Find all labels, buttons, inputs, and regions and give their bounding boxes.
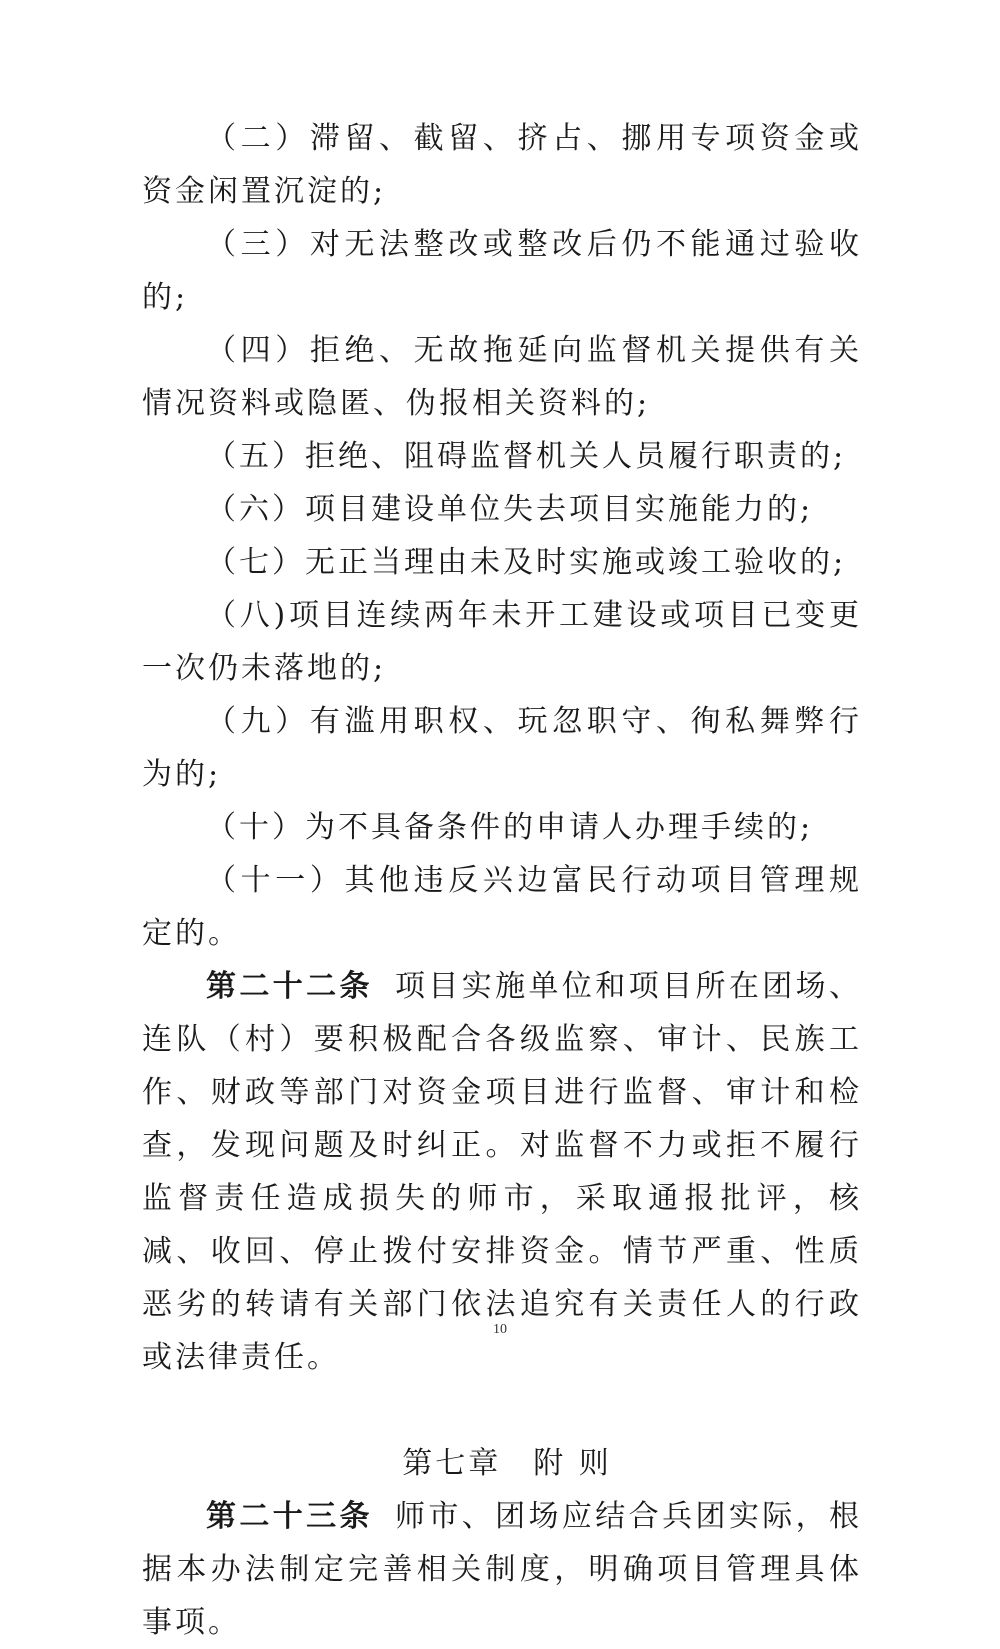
list-item-8: （八)项目连续两年未开工建设或项目已变更一次仍未落地的; [142, 598, 862, 686]
chapter-7-number: 第七章 [402, 1446, 502, 1481]
page-number: 10 [493, 1322, 507, 1337]
article-22-paragraph [142, 960, 862, 1384]
article-22-text: 项目实施单位和项目所在团场、连队（村）要积极配合各级监察、审计、民族工作、财政等部门对资金项目进行监督、审计和检查，发现问题及时纠正。对监督不力或拒不履行监督责任造成损失的师市，采取通报批评，核减、收回、停止拨付安排资金。情节严重、性质恶劣的转请有关部门依法追究有关责任人的行政或法律责任。 [142, 969, 863, 1375]
list-item-5: （五）拒绝、阻碍监督机关人员履行职责的; [206, 439, 847, 474]
article-23-text: 师市、团场应结合兵团实际，根据本办法制定完善相关制度，明确项目管理具体事项。 [142, 1499, 863, 1640]
list-item-10: （十）为不具备条件的申请人办理手续的; [206, 810, 814, 845]
document-body [142, 112, 862, 1649]
chapter-7-title: 附 则 [533, 1446, 612, 1481]
list-item-7: （七）无正当理由未及时实施或竣工验收的; [206, 545, 847, 580]
article-23-label: 第二十三条 [206, 1499, 373, 1534]
chapter-7-heading [142, 1437, 862, 1490]
list-item-6: （六）项目建设单位失去项目实施能力的; [206, 492, 814, 527]
article-23-paragraph [142, 1490, 862, 1649]
list-item-11: （十一）其他违反兴边富民行动项目管理规定的。 [142, 863, 862, 951]
article-22-label: 第二十二条 [206, 969, 373, 1004]
list-item-4: （四）拒绝、无故拖延向监督机关提供有关情况资料或隐匿、伪报相关资料的; [142, 333, 862, 421]
list-item-9: （九）有滥用职权、玩忽职守、徇私舞弊行为的; [142, 704, 862, 792]
list-item-3: （三）对无法整改或整改后仍不能通过验收的; [142, 227, 862, 315]
list-item-2: （二）滞留、截留、挤占、挪用专项资金或资金闲置沉淀的; [142, 121, 862, 209]
